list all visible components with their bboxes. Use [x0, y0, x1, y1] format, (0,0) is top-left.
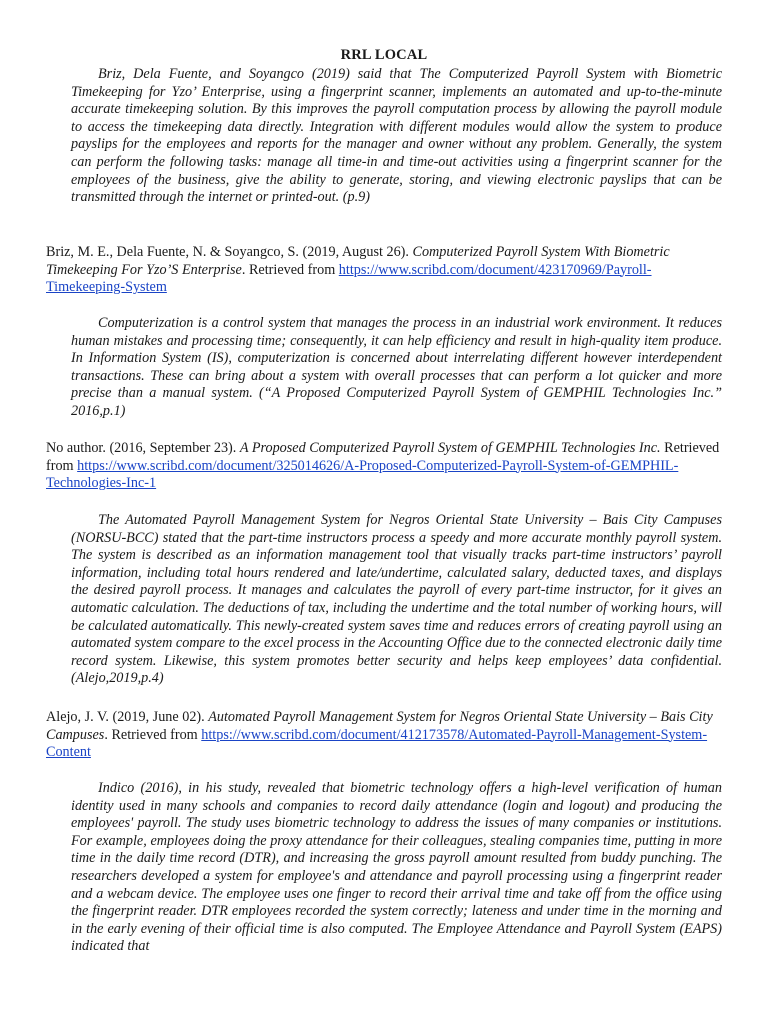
- citation-1: [46, 244, 722, 297]
- citation-link[interactable]: https://www.scribd.com/document/412173578/Automated-Payroll-Management-System-Content: [46, 726, 708, 761]
- citation-link[interactable]: https://www.scribd.com/document/325014626/A-Proposed-Computerized-Payroll-System-of-GEMPHIL-Technologies-Inc-1: [46, 457, 679, 492]
- citation-retrieved: Retrieved from: [46, 440, 720, 474]
- citation-authors: Briz, M. E., Dela Fuente, N. & Soyangco, S. (2019, August 26).: [46, 244, 413, 260]
- citation-title: A Proposed Computerized Payroll System of GEMPHIL Technologies Inc.: [239, 440, 661, 456]
- block-quote-1: Briz, Dela Fuente, and Soyangco (2019) said that The Computerized Payroll System with Biometric Timekeeping for Yzo’ Enterprise, using a fingerprint scanner, implements an automated and up-to-the-minute accurate timekeeping solution. By this improves the payroll computation process by allowing the payroll module to access the timekeeping data directly. Integration with different modules would allow the system to produce payslips for the employees and reports for the manager and owner without any problem. Generally, the system can perform the following tasks: manage all time-in and time-out activities using a fingerprint scanner for the employees of the business, give the ability to generate, storing, and viewing electronic payslips that can be transmitted through the internet or printed-out. (p.9): [71, 66, 722, 206]
- citation-3: [46, 709, 722, 762]
- citation-title: Computerized Payroll System With Biometric Timekeeping For Yzo’S Enterprise: [46, 244, 670, 278]
- block-quote-3: The Automated Payroll Management System for Negros Oriental State University – Bais City Campuses (NORSU-BCC) stated that the part-time instructors process a speedy and more accurate monthly payroll system. The system is described as an information management tool that visually tracks part-time instructors’ payroll information, including total hours rendered and late/undertime, calculated salary, deducted taxes, and displays the desired payroll process. It manages and calculates the payroll of every part-time instructor, for it gives an automatic calculation. The deductions of tax, including the undertime and the total number of working hours, will be calculated automatically. This newly-created system saves time and reduces errors of creating payroll using an automated system compare to the excel process in the Accounting Office due to the connected electronic daily time record system. Likewise, this system promotes better security and helps keep employees’ data confidential. (Alejo,2019,p.4): [71, 512, 722, 687]
- citation-retrieved: . Retrieved from: [104, 726, 202, 743]
- citation-2: [46, 440, 722, 493]
- citation-title: Automated Payroll Management System for Negros Oriental State University – Bais City Campuses: [46, 709, 713, 743]
- citation-authors: No author. (2016, September 23).: [46, 440, 240, 456]
- citation-retrieved: . Retrieved from: [241, 261, 339, 278]
- page-title: RRL LOCAL: [340, 47, 428, 63]
- block-quote-2: Computerization is a control system that manages the process in an industrial work environment. It reduces human mistakes and processing time; consequently, it can help efficiency and result in high-quality item produce. In Information System (IS), computerization is concerned about interrelating different however interdependent transactions. These can bring about a system with overall processes that can perform a lot quicker and more precise than a manual system. (“A Proposed Computerized Payroll System of GEMPHIL Technologies Inc.” 2016,p.1): [71, 315, 722, 419]
- citation-link[interactable]: https://www.scribd.com/document/423170969/Payroll-Timekeeping-System: [46, 261, 652, 296]
- citation-authors: Alejo, J. V. (2019, June 02).: [46, 709, 209, 725]
- block-quote-4: Indico (2016), in his study, revealed that biometric technology offers a high-level verification of human identity used in many schools and companies to record daily attendance (login and logout) and producing the employees' payroll. The study uses biometric technology to address the issues of many companies or institutions. For example, employees doing the proxy attendance for their colleagues, stealing companies time, putting in more time in the daily time record (DTR), and increasing the gross payroll amount resulted from buddy punching. The researchers developed a system for employee's and attendance and payroll processing using a fingerprint reader and a webcam device. The employee uses one finger to record their arrival time and take off from the office using the fingerprint reader. DTR employees recorded the system correctly; lateness and under time in the morning and in the early evening of their official time is also computed. The Employee Attendance and Payroll System (EAPS) indicated that: [71, 780, 722, 955]
